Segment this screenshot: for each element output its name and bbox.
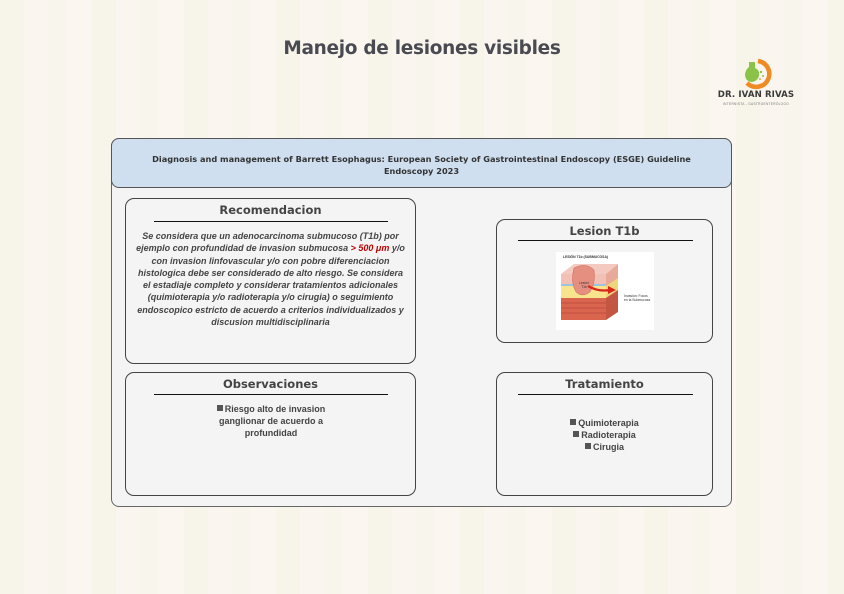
tratamiento-list	[497, 417, 712, 453]
logo-name: DR. IVAN RIVAS	[717, 90, 795, 100]
list-item: Cirugia	[497, 441, 712, 453]
observaciones-list	[206, 403, 336, 439]
square-bullet-icon	[570, 419, 576, 425]
square-bullet-icon	[217, 405, 223, 411]
guideline-header	[111, 138, 732, 188]
page-title: Manejo de lesiones visibles	[283, 38, 561, 59]
recomendacion-text-start: Se considera que un adenocarcinoma submucoso (T1b) por ejemplo con profundidad de invasion submucosa	[136, 231, 399, 254]
logo-subtitle: INTERNISTA - GASTROENTERÓLOGO	[722, 102, 790, 106]
tissue-layers-diagram	[556, 252, 654, 330]
divider	[518, 394, 693, 395]
list-item: Riesgo alto de invasion ganglionar de acuerdo a profundidad	[206, 403, 336, 439]
list-item: Radioterapia	[497, 429, 712, 441]
stomach-logo-icon	[740, 58, 774, 90]
figure-lesion-label: Lesión T1b	[579, 281, 589, 289]
lesion-card	[496, 219, 713, 343]
guideline-title: Diagnosis and management of Barrett Esophagus: European Society of Gastrointestinal Endoscopy (ESGE) Guideline	[152, 154, 691, 164]
depth-threshold: > 500 μm	[350, 243, 390, 254]
figure-caption: LESIÓN T1b (SUBMUCOSA)	[563, 255, 609, 259]
tratamiento-card	[496, 372, 713, 496]
divider	[518, 240, 693, 241]
lesion-t1b-illustration	[556, 252, 654, 330]
tratamiento-title: Tratamiento	[565, 377, 644, 391]
lesion-title: Lesion T1b	[569, 224, 640, 238]
recomendacion-card	[125, 198, 416, 364]
observaciones-card	[125, 372, 416, 496]
recomendacion-title: Recomendacion	[219, 203, 322, 217]
square-bullet-icon	[585, 443, 591, 449]
list-item: Quimioterapia	[497, 417, 712, 429]
divider	[154, 394, 388, 395]
recomendacion-text	[136, 230, 405, 328]
observaciones-title: Observaciones	[222, 377, 319, 391]
divider	[154, 221, 388, 222]
logo	[712, 58, 822, 110]
square-bullet-icon	[573, 431, 579, 437]
figure-invasion-label: Invasión: Focos en la Submucosa	[624, 294, 651, 303]
guideline-journal: Endoscopy 2023	[383, 166, 460, 176]
recomendacion-text-end: y/o con invasion linfovascular y/o con pobre diferenciacion histologica debe ser considerado de alto riesgo. Se considera el estadiaje completo y considerar tratamientos adicionales (quimioterapia y/o radioterapia y/o cirugia) o seguimiento endoscopico estricto de acuerdo a criterios individualizados y discusion multidisciplinaria	[137, 243, 405, 328]
